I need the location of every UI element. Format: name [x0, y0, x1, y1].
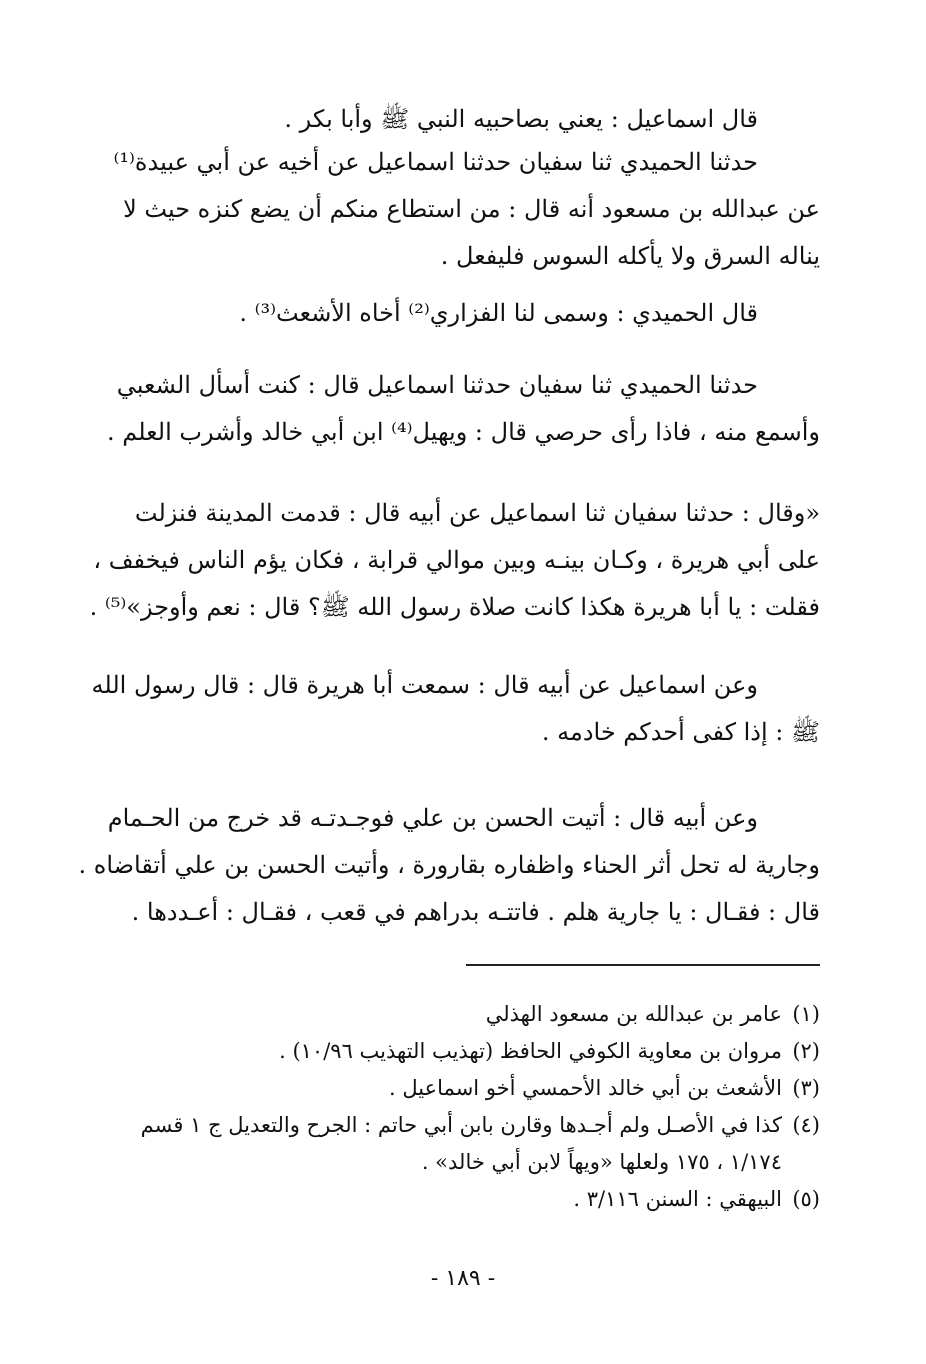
footnote-text: عامر بن عبدالله بن مسعود الهذلي — [485, 1002, 782, 1026]
footnote-number: (٤) — [792, 1113, 820, 1137]
page-number: - ١٨٩ - — [430, 1266, 496, 1291]
footnote-number: (٢) — [792, 1039, 820, 1063]
paragraph-6 — [91, 662, 820, 756]
text-line: حدثنا الحميدي ثنا سفيان حدثنا اسماعيل عن أخيه عن أبي عبيدة⁽¹⁾ — [113, 148, 758, 176]
text-line: عن عبدالله بن مسعود أنه قال : من استطاع منكم أن يضع كنزه حيث لا — [123, 195, 820, 223]
text-line: ﷺ : إذا كفى أحدكم خادمه . — [541, 718, 820, 746]
footnote-4-continuation: ١/١٧٤ ، ١٧٥ ولعلها «ويهاً لابن أبي خالد» . — [421, 1150, 782, 1174]
paragraph-7 — [78, 795, 820, 936]
text-line: وجارية له تحل أثر الحناء واظفاره بقارورة ، وأتيت الحسن بن علي أتقاضاه . — [78, 851, 820, 879]
text-line: وعن اسماعيل عن أبيه قال : سمعت أبا هريرة قال : قال رسول الله — [91, 671, 758, 699]
paragraph-5 — [89, 490, 820, 631]
footnote-3 — [110, 1070, 820, 1107]
text-line: حدثنا الحميدي ثنا سفيان حدثنا اسماعيل قال : كنت أسأل الشعبي — [116, 371, 758, 399]
footnote-text: كذا في الأصـل ولم أجـدها وقارن بابن أبي حاتم : الجرح والتعديل ج ١ قسم — [140, 1113, 782, 1137]
paragraph-2 — [110, 139, 820, 280]
footnote-1 — [110, 996, 820, 1033]
footnote-text: البيهقي : السنن ٣/١١٦ . — [573, 1187, 782, 1211]
text-line: فقلت : يا أبا هريرة هكذا كانت صلاة رسول الله ﷺ؟ قال : نعم وأوجز»⁽⁵⁾ . — [89, 593, 820, 621]
text-line: وعن أبيه قال : أتيت الحسن بن علي فوجـدتـه قد خرج من الحـمام — [107, 804, 758, 832]
footnote-4 — [110, 1107, 820, 1144]
footnote-number: (٣) — [792, 1076, 820, 1100]
text-line: على أبي هريرة ، وكـان بينـه وبين موالي قرابة ، فكان يؤم الناس فيخفف ، — [93, 546, 820, 574]
paragraph-1 — [110, 96, 820, 143]
footnote-text: الأشعث بن أبي خالد الأحمسي أخو اسماعيل . — [389, 1076, 782, 1100]
text-line: يناله السرق ولا يأكله السوس فليفعل . — [440, 242, 820, 270]
text-line: وأسمع منه ، فاذا رأى حرصي قال : ويهيل⁽⁴⁾ ابن أبي خالد وأشرب العلم . — [107, 418, 820, 446]
footnote-2 — [110, 1033, 820, 1070]
text-line: «وقال : حدثنا سفيان ثنا اسماعيل عن أبيه قال : قدمت المدينة فنزلت — [134, 499, 820, 527]
paragraph-3 — [110, 290, 820, 337]
footnote-divider — [466, 964, 820, 966]
footnote-number: (٥) — [792, 1187, 820, 1211]
paragraph-4 — [107, 362, 820, 456]
footnotes — [110, 996, 820, 1218]
text-line: قال الحميدي : وسمى لنا الفزاري⁽²⁾ أخاه الأشعث⁽³⁾ . — [239, 299, 758, 327]
footnote-number: (١) — [792, 1002, 820, 1026]
footnote-text: مروان بن معاوية الكوفي الحافظ (تهذيب التهذيب ١٠/٩٦) . — [279, 1039, 782, 1063]
footnote-5 — [110, 1181, 820, 1218]
text-line: قال اسماعيل : يعني بصاحبيه النبي ﷺ وأبا بكر . — [284, 105, 758, 133]
text-line: قال : فقـال : يا جارية هلم . فاتتـه بدراهم في قعب ، فقـال : أعـددها . — [131, 898, 820, 926]
